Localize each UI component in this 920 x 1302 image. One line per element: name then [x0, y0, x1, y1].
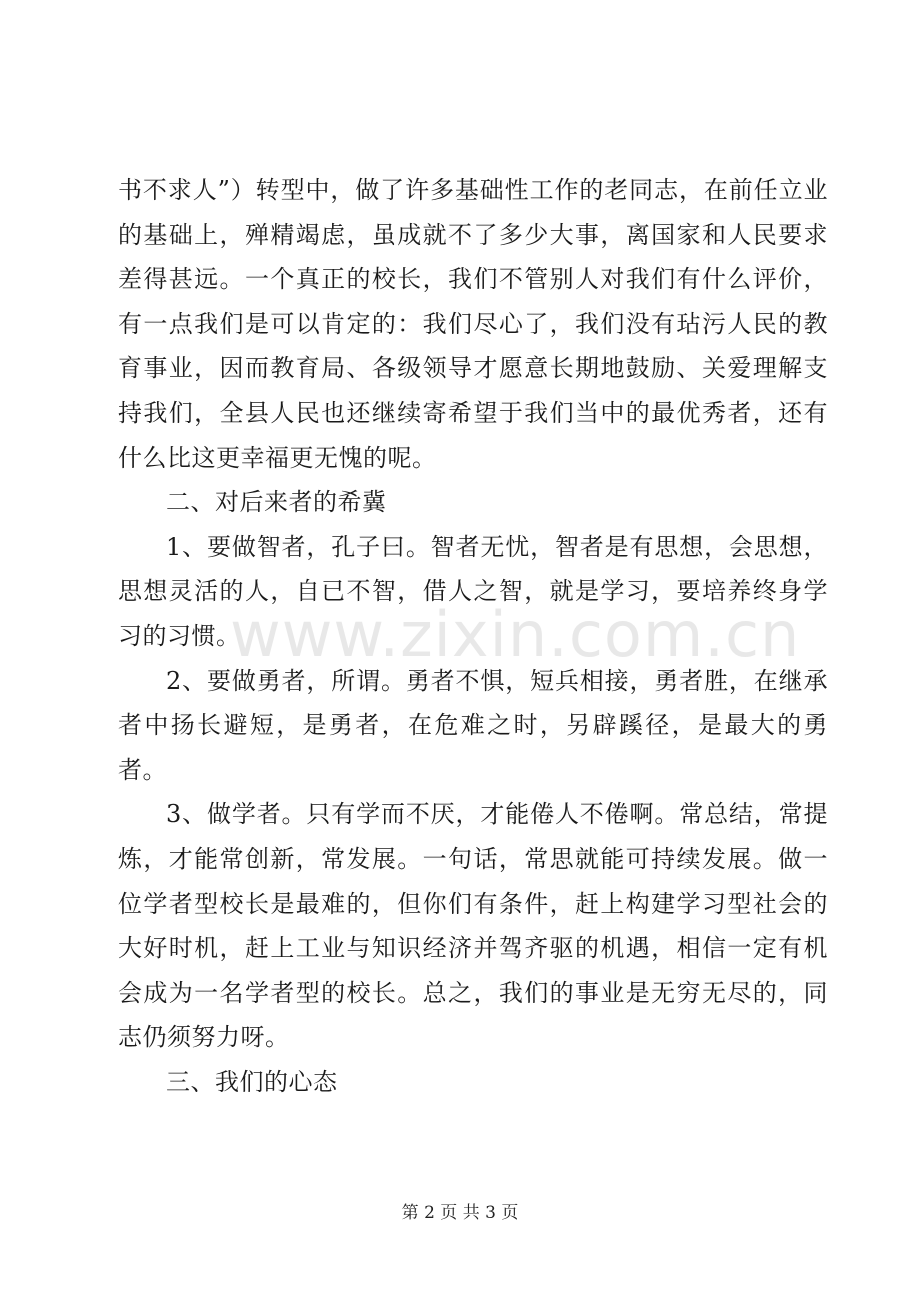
section-heading-3: 三、我们的心态: [166, 1067, 338, 1096]
section-heading-2: 二、对后来者的希冀: [166, 488, 387, 517]
document-body: [118, 168, 828, 1104]
paragraph-continuation: 书不求人”）转型中，做了许多基础性工作的老同志，在前任立业的基础上，殚精竭虑，虽成就不了多少大事，离国家和人民要求差得甚远。一个真正的校长，我们不管别人对我们有什么评价，有一点我们是可以肯定的：我们尽心了，我们没有玷污人民的教育事业，因而教育局、各级领导才愿意长期地鼓励、关爱理解支持我们，全县人民也还继续寄希望于我们当中的最优秀者，还有什么比这更幸福更无愧的呢。: [118, 176, 828, 472]
page-number-footer: 第 2 页 共 3 页: [401, 1203, 519, 1223]
paragraph-item-2: 2、要做勇者，所谓。勇者不惧，短兵相接，勇者胜，在继承者中扬长避短，是勇者，在危难之时，另辟蹊径，是最大的勇者。: [118, 666, 828, 784]
paragraph-item-1: 1、要做智者，孔子曰。智者无忧，智者是有思想，会思想，思想灵活的人，自已不智，借人之智，就是学习，要培养终身学习的习惯。: [118, 532, 828, 650]
watermark-text: www.zixin.com.cn: [230, 598, 801, 671]
paragraph-item-3: 3、做学者。只有学而不厌，才能倦人不倦啊。常总结，常提炼，才能常创新，常发展。一句话，常思就能可持续发展。做一位学者型校长是最难的，但你们有条件，赶上构建学习型社会的大好时机，赶上工业与知识经济并驾齐驱的机遇，相信一定有机会成为一名学者型的校长。总之，我们的事业是无穷无尽的，同志仍须努力呀。: [118, 800, 828, 1052]
